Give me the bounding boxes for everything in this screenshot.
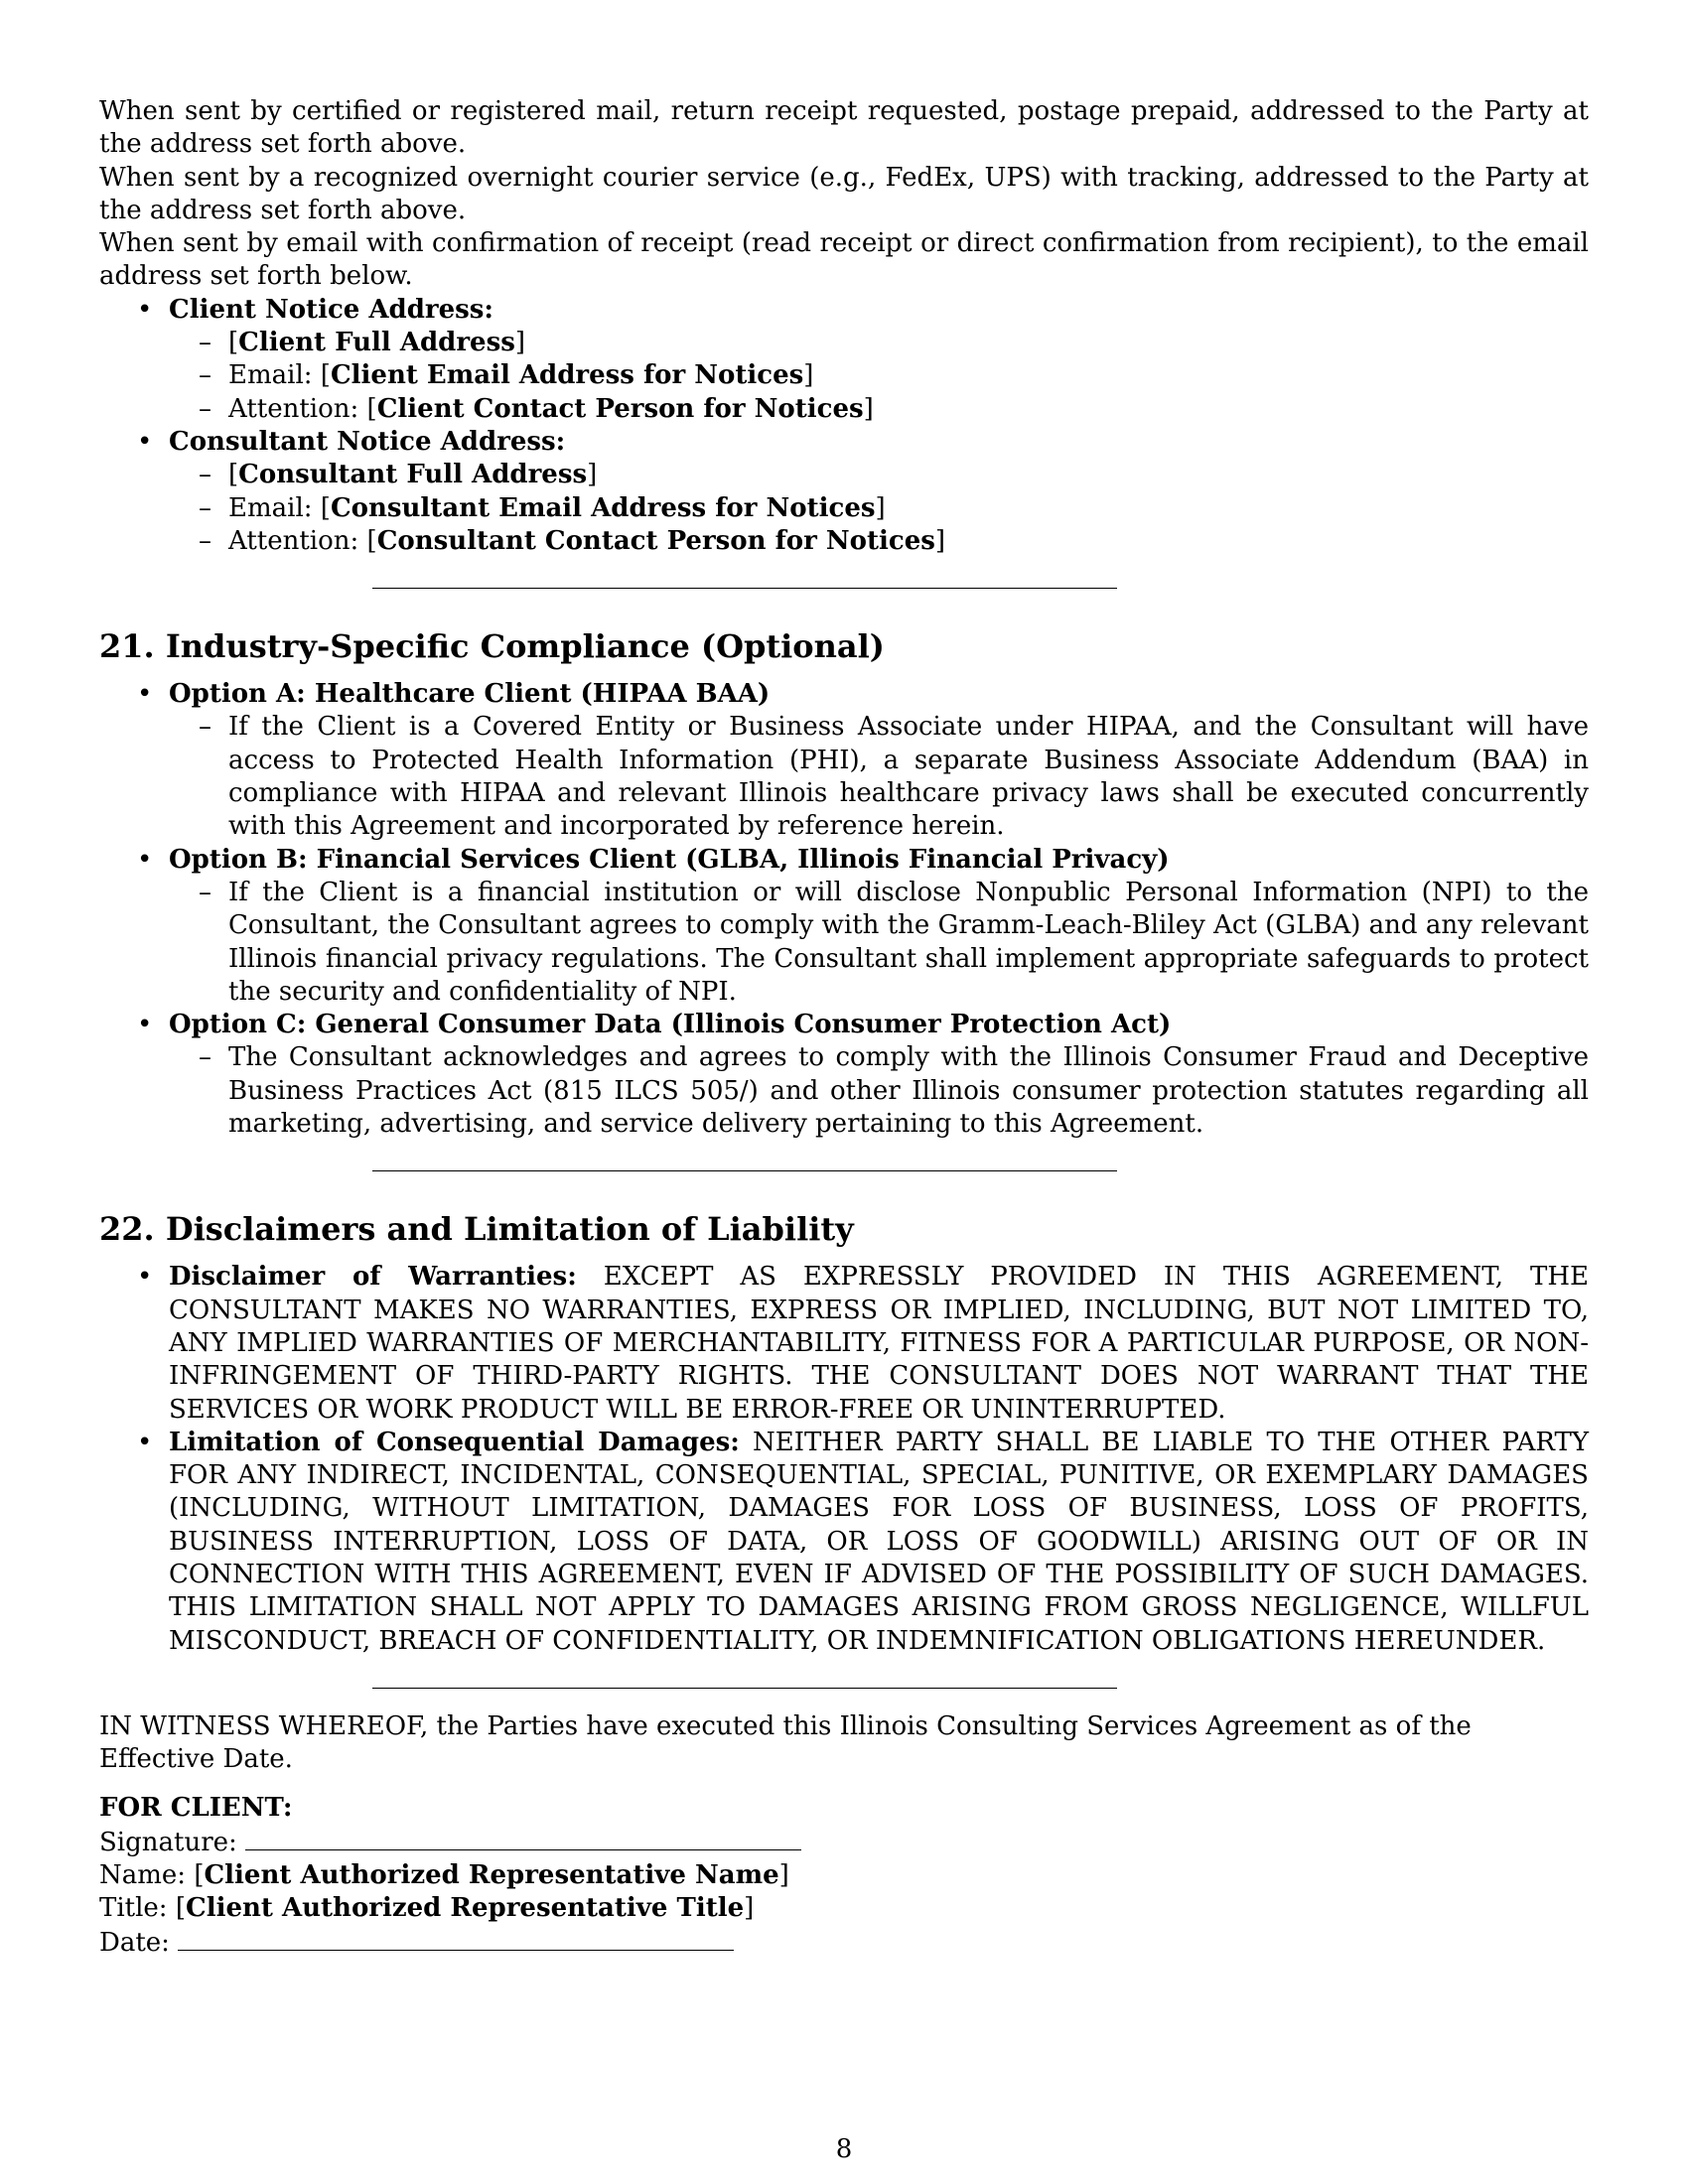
consultant-notice-title: Consultant Notice Address: (169, 426, 566, 457)
signature-block-heading (99, 1792, 1589, 1825)
option-b-details (169, 877, 1589, 1009)
option-a (99, 678, 1589, 843)
section-divider (372, 1688, 1117, 1689)
option-c (99, 1009, 1589, 1141)
limitation-of-damages (99, 1427, 1589, 1658)
disclaimer-of-warranties (99, 1261, 1589, 1426)
consultant-notice-address (99, 426, 1589, 558)
page-number: 8 (835, 2134, 853, 2164)
signature-label: Signature: (99, 1827, 237, 1857)
consultant-attention: Consultant Contact Person for Notices (376, 525, 935, 556)
section-divider (372, 1170, 1117, 1171)
client-notice-details (169, 327, 1589, 426)
name-label: Name: (99, 1860, 187, 1891)
client-attention: Client Contact Person for Notices (376, 393, 864, 424)
delivery-method-text: When sent by email with confirmation of receipt (read receipt or direct confirmation from recipient), to the email address set forth below. (99, 228, 1589, 292)
date-line[interactable] (178, 1926, 734, 1951)
delivery-methods-list (99, 95, 1589, 294)
client-notice-address (99, 294, 1589, 426)
option-a-title: Option A: Healthcare Client (HIPAA BAA) (169, 679, 771, 710)
delivery-method-item (99, 95, 1589, 162)
consultant-notice-details (169, 459, 1589, 558)
signature-row (99, 1826, 1589, 1859)
consultant-attention-label: Attention: (228, 525, 359, 556)
signature-line[interactable] (245, 1826, 801, 1850)
client-email-item: – Email: [Client Email Address for Notices] (169, 359, 1589, 392)
name-value: Client Authorized Representative Name (204, 1860, 779, 1891)
consultant-attention-item: – Attention: [Consultant Contact Person for Notices] (169, 525, 1589, 558)
title-row: Title: [Client Authorized Representative Title] (99, 1893, 755, 1924)
limitation-title: Limitation of Consequential Damages: (169, 1427, 740, 1457)
client-address: Client Full Address (238, 328, 515, 358)
section-22-items (99, 1261, 1589, 1658)
client-attention-label: Attention: (228, 393, 359, 424)
option-a-text-item (169, 711, 1589, 843)
notice-address-list (99, 294, 1589, 558)
consultant-address: Consultant Full Address (238, 460, 588, 490)
option-c-text: The Consultant acknowledges and agrees to comply with the Illinois Consumer Fraud and Deceptive Business Practices Act (815 ILCS 505/) and other Illinois consumer protection statutes regarding all marketing, advertising, and service delivery pertaining to this Agreement. (228, 1042, 1589, 1140)
option-b (99, 844, 1589, 1009)
for-client-label: FOR CLIENT: (99, 1793, 293, 1824)
limitation-text: NEITHER PARTY SHALL BE LIABLE TO THE OTHER PARTY FOR ANY INDIRECT, INCIDENTAL, CONSEQUENTIAL, SPECIAL, PUNITIVE, OR EXEMPLARY DAMAGES (INCLUDING, WITHOUT LIMITATION, DAMAGES FOR LOSS OF BUSINESS, LOSS OF PROFITS, BUSINESS INTERRUPTION, LOSS OF DATA, OR LOSS OF GOODWILL) ARISING OUT OF OR IN CONNECTION WITH THIS AGREEMENT, EVEN IF ADVISED OF THE POSSIBILITY OF SUCH DAMAGES. THIS LIMITATION SHALL NOT APPLY TO DAMAGES ARISING FROM GROSS NEGLIGENCE, WILLFUL MISCONDUCT, BREACH OF CONFIDENTIALITY, OR INDEMNIFICATION OBLIGATIONS HEREUNDER. (169, 1427, 1590, 1656)
section-22-heading: 22. Disclaimers and Limitation of Liability (99, 1210, 854, 1249)
option-b-title: Option B: Financial Services Client (GLBA, Illinois Financial Privacy) (169, 844, 1170, 875)
disclaimer-title: Disclaimer of Warranties: (169, 1262, 577, 1293)
option-b-text-item (169, 877, 1589, 1009)
title-label: Title: (99, 1893, 168, 1924)
client-email: Client Email Address for Notices (330, 360, 804, 391)
delivery-method-item (99, 162, 1589, 228)
consultant-address-item: – [Consultant Full Address] (169, 459, 1589, 491)
consultant-email-label: Email: (228, 492, 313, 523)
title-value: Client Authorized Representative Title (186, 1893, 745, 1924)
option-a-details (169, 711, 1589, 843)
name-row: Name: [Client Authorized Representative Name] (99, 1860, 789, 1891)
date-row (99, 1926, 1589, 1960)
consultant-email-item: – Email: [Consultant Email Address for Notices] (169, 492, 1589, 525)
date-label: Date: (99, 1927, 170, 1958)
delivery-method-item (99, 227, 1589, 294)
section-21-heading: 21. Industry-Specific Compliance (Optional) (99, 627, 885, 666)
section-divider (372, 588, 1117, 589)
option-a-text: If the Client is a Covered Entity or Business Associate under HIPAA, and the Consultant will have access to Protected Health Information (PHI), a separate Business Associate Addendum (BAA) in compliance with HIPAA and relevant Illinois healthcare privacy laws shall be executed concurrently with this Agreement and incorporated by reference herein. (228, 712, 1589, 842)
disclaimer-text: EXCEPT AS EXPRESSLY PROVIDED IN THIS AGREEMENT, THE CONSULTANT MAKES NO WARRANTIES, EXPRESS OR IMPLIED, INCLUDING, BUT NOT LIMITED TO, ANY IMPLIED WARRANTIES OF MERCHANTABILITY, FITNESS FOR A PARTICULAR PURPOSE, OR NON-INFRINGEMENT OF THIRD-PARTY RIGHTS. THE CONSULTANT DOES NOT WARRANT THAT THE SERVICES OR WORK PRODUCT WILL BE ERROR-FREE OR UNINTERRUPTED. (169, 1262, 1589, 1425)
client-attention-item: – Attention: [Client Contact Person for Notices] (169, 393, 1589, 426)
witness-statement: IN WITNESS WHEREOF, the Parties have executed this Illinois Consulting Services Agreement as of the Effective Date. (99, 1710, 1472, 1775)
client-notice-title: Client Notice Address: (169, 294, 494, 325)
delivery-method-text: When sent by certified or registered mail, return receipt requested, postage prepaid, addressed to the Party at the address set forth above. (99, 96, 1589, 160)
client-email-label: Email: (228, 360, 313, 391)
client-address-item: – [Client Full Address] (169, 327, 1589, 359)
option-c-details (169, 1041, 1589, 1141)
option-b-text: If the Client is a financial institution or will disclose Nonpublic Personal Information (NPI) to the Consultant, the Consultant agrees to comply with the Gramm-Leach-Bliley Act (GLBA) and any relevant Illinois financial privacy regulations. The Consultant shall implement appropriate safeguards to protect the security and confidentiality of NPI. (228, 877, 1589, 1007)
consultant-email: Consultant Email Address for Notices (330, 492, 876, 523)
section-21-options (99, 678, 1589, 1141)
page-content (99, 95, 1589, 1960)
option-c-title: Option C: General Consumer Data (Illinois Consumer Protection Act) (169, 1010, 1172, 1040)
delivery-method-text: When sent by a recognized overnight courier service (e.g., FedEx, UPS) with tracking, addressed to the Party at the address set forth above. (99, 162, 1589, 225)
option-c-text-item (169, 1041, 1589, 1141)
